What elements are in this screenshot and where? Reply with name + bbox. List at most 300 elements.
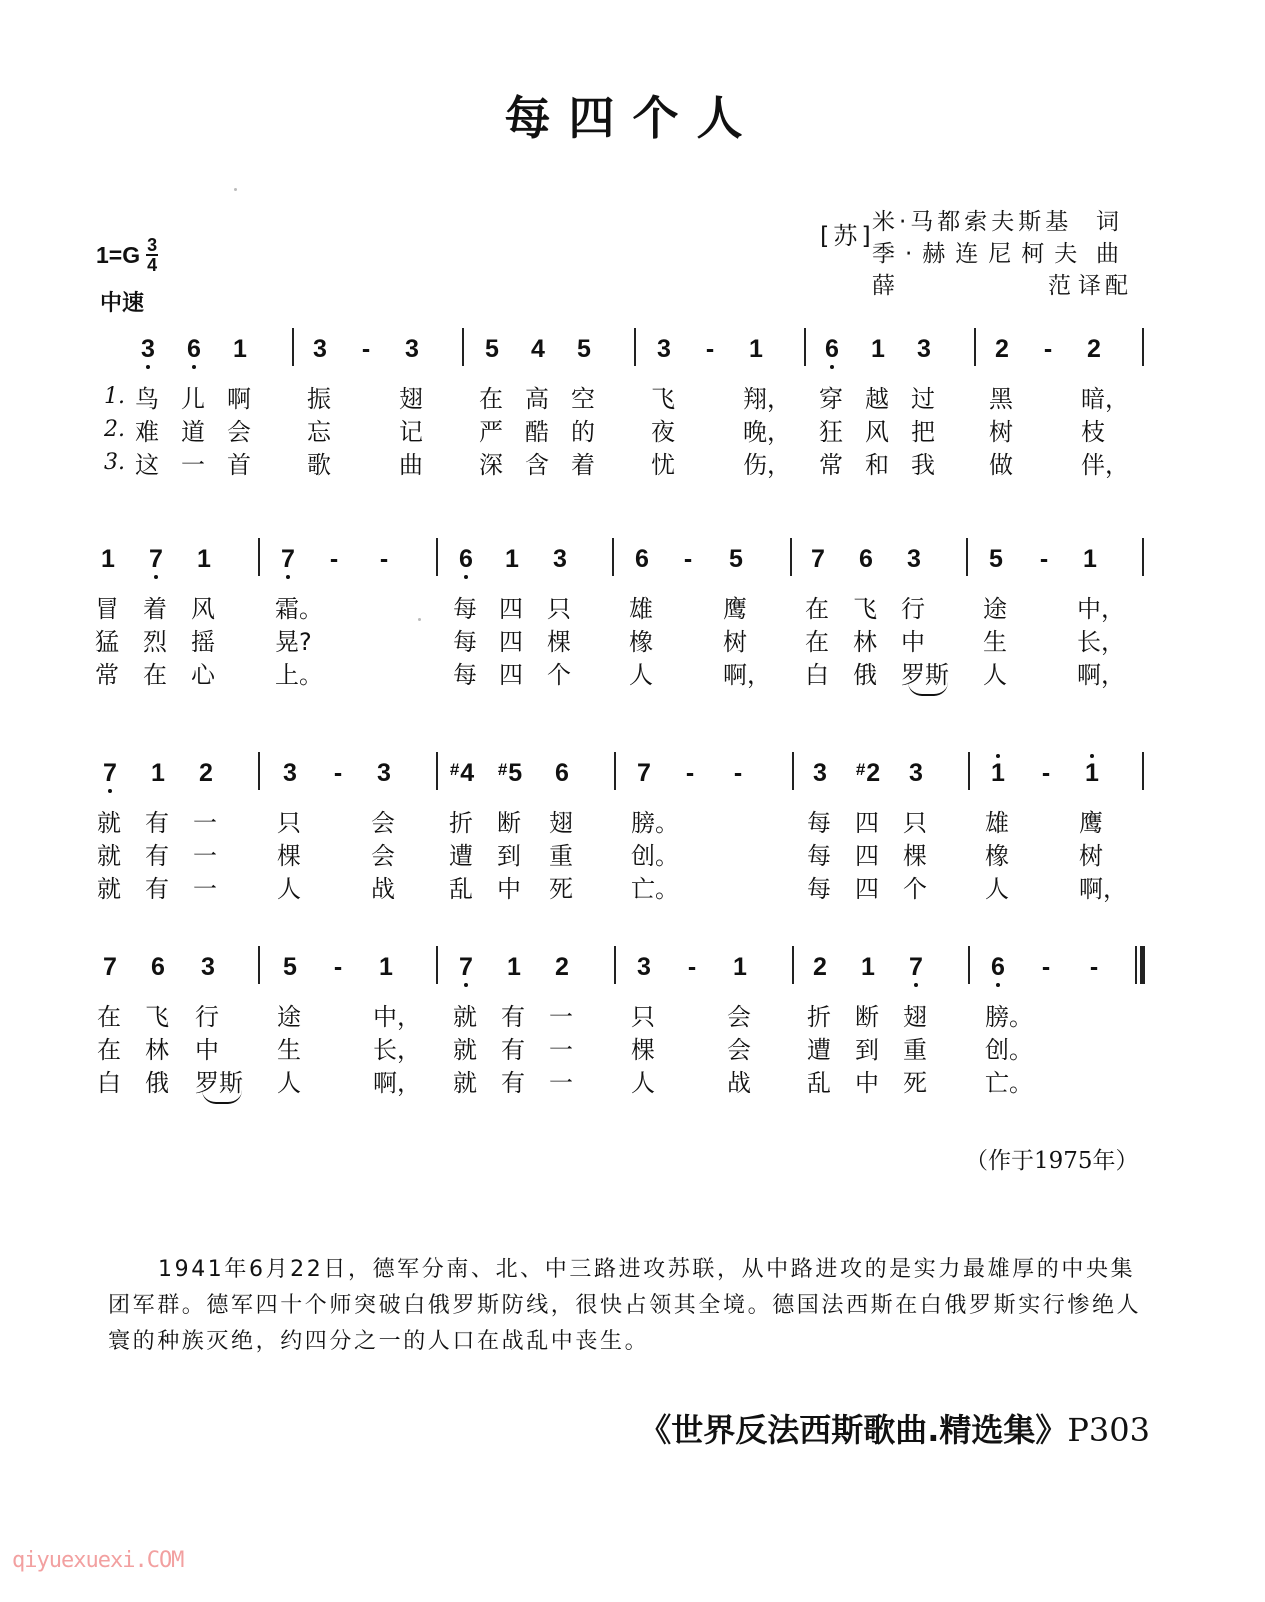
lyric-syllable: 有 bbox=[501, 1036, 525, 1064]
lyric-syllable: 一 bbox=[193, 842, 217, 870]
lyric-syllable: 折 bbox=[449, 809, 473, 837]
lyric-syllable: 翔， bbox=[743, 385, 791, 413]
lyric-syllable: 就 bbox=[453, 1036, 477, 1064]
lyric-syllable: 每 bbox=[807, 842, 831, 870]
barline bbox=[792, 752, 794, 790]
lyric-syllable: 冒 bbox=[95, 595, 119, 623]
lyric-syllable: 会 bbox=[371, 842, 395, 870]
lyric-syllable: 烈 bbox=[143, 628, 167, 656]
lyric-syllable: 中 bbox=[901, 628, 925, 656]
octave-dot-below bbox=[286, 575, 290, 579]
lyric-syllable: 有 bbox=[501, 1003, 525, 1031]
lyric-syllable: 到 bbox=[497, 842, 521, 870]
lyric-syllable: 和 bbox=[865, 451, 889, 479]
note bbox=[547, 758, 577, 788]
lyric-syllable: 到 bbox=[855, 1036, 879, 1064]
sustain-dash bbox=[369, 544, 399, 574]
lyric-syllable: 每 bbox=[453, 595, 477, 623]
lyric-syllable: 中 bbox=[497, 875, 521, 903]
note bbox=[721, 544, 751, 574]
notation-row bbox=[0, 544, 1265, 588]
lyric-syllable: 俄 bbox=[145, 1069, 169, 1097]
lyric-syllable: 晚， bbox=[743, 418, 791, 446]
lyric-syllable: 常 bbox=[819, 451, 843, 479]
lyric-syllable: 途 bbox=[277, 1003, 301, 1031]
lyric-syllable: 四 bbox=[855, 875, 879, 903]
note bbox=[805, 758, 835, 788]
octave-dot-above bbox=[1090, 754, 1094, 758]
note-value: 6 bbox=[991, 953, 1005, 981]
note bbox=[851, 544, 881, 574]
slur bbox=[202, 1090, 242, 1104]
lyric-syllable: 晃? bbox=[275, 628, 312, 656]
lyric-syllable: 折 bbox=[807, 1003, 831, 1031]
barline bbox=[614, 946, 616, 984]
sustain-dash bbox=[677, 952, 707, 982]
note-value: 3 bbox=[637, 953, 651, 981]
lyric-syllable: 一 bbox=[193, 809, 217, 837]
note bbox=[803, 544, 833, 574]
note bbox=[275, 952, 305, 982]
note-value: 1 bbox=[505, 545, 519, 573]
lyric-syllable: 黑 bbox=[989, 385, 1013, 413]
note bbox=[275, 758, 305, 788]
lyric-syllable: 长， bbox=[1077, 628, 1125, 656]
note-value: 3 bbox=[813, 759, 827, 787]
note bbox=[901, 952, 931, 982]
note bbox=[451, 952, 481, 982]
lyric-syllable: 飞 bbox=[651, 385, 675, 413]
scan-speck bbox=[418, 618, 421, 621]
note-value: 3 bbox=[909, 759, 923, 787]
lyric-syllable: 中 bbox=[195, 1036, 219, 1064]
lyric-syllable: 忘 bbox=[307, 418, 331, 446]
lyric-syllable: 亡。 bbox=[985, 1069, 1033, 1097]
note bbox=[371, 952, 401, 982]
lyric-syllable: 人 bbox=[277, 1069, 301, 1097]
lyric-syllable: 就 bbox=[97, 809, 121, 837]
lyric-syllable: 我 bbox=[911, 451, 935, 479]
lyric-syllable: 罗斯 bbox=[901, 661, 949, 689]
note-value: 1 bbox=[871, 335, 885, 363]
key-signature bbox=[96, 236, 158, 274]
lyric-syllable: 乱 bbox=[449, 875, 473, 903]
note-value: 7 bbox=[149, 545, 163, 573]
note-value: 7 bbox=[103, 953, 117, 981]
note-value: 5 bbox=[485, 335, 499, 363]
barline bbox=[968, 946, 970, 984]
note bbox=[143, 952, 173, 982]
lyric-syllable: 林 bbox=[853, 628, 877, 656]
lyric-syllable: 道 bbox=[181, 418, 205, 446]
note-value: 1 bbox=[1085, 759, 1099, 787]
barline bbox=[612, 538, 614, 576]
note-value: 3 bbox=[917, 335, 931, 363]
note-value: 6 bbox=[187, 335, 201, 363]
barline bbox=[1142, 328, 1144, 366]
note-value: 2 bbox=[995, 335, 1009, 363]
note-value: - bbox=[379, 545, 389, 573]
time-top: 3 bbox=[147, 235, 158, 255]
lyric-syllable: 遭 bbox=[807, 1036, 831, 1064]
lyric-syllable: 重 bbox=[549, 842, 573, 870]
note-value: 2 bbox=[1087, 335, 1101, 363]
lyric-syllable: 创。 bbox=[631, 842, 679, 870]
lyric-syllable: 越 bbox=[865, 385, 889, 413]
lyric-syllable: 只 bbox=[277, 809, 301, 837]
note-value: 4 bbox=[531, 335, 545, 363]
lyric-syllable: 中， bbox=[373, 1003, 421, 1031]
barline bbox=[258, 946, 260, 984]
note-value: 3 bbox=[283, 759, 297, 787]
lyric-syllable: 空 bbox=[571, 385, 595, 413]
note-value: 4 bbox=[460, 759, 475, 787]
lyric-syllable: 膀。 bbox=[985, 1003, 1033, 1031]
lyric-syllable: 人 bbox=[629, 661, 653, 689]
lyric-syllable: 狂 bbox=[819, 418, 843, 446]
octave-dot-below bbox=[146, 365, 150, 369]
lyric-syllable: 树 bbox=[1079, 842, 1103, 870]
lyric-syllable: 风 bbox=[865, 418, 889, 446]
lyric-syllable: 飞 bbox=[145, 1003, 169, 1031]
lyric-syllable: 人 bbox=[983, 661, 1007, 689]
lyric-syllable: 伤， bbox=[743, 451, 791, 479]
note-value: 2 bbox=[199, 759, 213, 787]
notation-row bbox=[0, 758, 1265, 802]
lyric-syllable: 四 bbox=[499, 661, 523, 689]
key-prefix: 1=G bbox=[96, 241, 141, 268]
note bbox=[451, 544, 481, 574]
note-value: 7 bbox=[103, 759, 117, 787]
note bbox=[627, 544, 657, 574]
lyric-syllable: 把 bbox=[911, 418, 935, 446]
note-value: - bbox=[733, 759, 743, 787]
note bbox=[987, 334, 1017, 364]
note-value: 7 bbox=[459, 953, 473, 981]
lyric-syllable: 死 bbox=[549, 875, 573, 903]
note-value: - bbox=[1043, 335, 1053, 363]
note bbox=[447, 758, 477, 791]
note-value: 1 bbox=[1083, 545, 1097, 573]
sustain-dash bbox=[723, 758, 753, 788]
lyric-syllable: 棵 bbox=[903, 842, 927, 870]
note-value: 6 bbox=[859, 545, 873, 573]
note bbox=[863, 334, 893, 364]
sustain-dash bbox=[351, 334, 381, 364]
translator-surname: 薛 bbox=[872, 273, 899, 299]
lyric-syllable: 创。 bbox=[985, 1036, 1033, 1064]
lyric-syllable: 上。 bbox=[275, 661, 323, 689]
sustain-dash bbox=[323, 952, 353, 982]
lyric-syllable: 白 bbox=[805, 661, 829, 689]
note-value: - bbox=[705, 335, 715, 363]
lyric-syllable: 做 bbox=[989, 451, 1013, 479]
note-value: 5 bbox=[989, 545, 1003, 573]
lyric-syllable: 有 bbox=[501, 1069, 525, 1097]
lyric-syllable: 行 bbox=[901, 595, 925, 623]
lyric-syllable: 会 bbox=[727, 1003, 751, 1031]
lyric-syllable: 只 bbox=[903, 809, 927, 837]
note bbox=[133, 334, 163, 364]
note bbox=[983, 758, 1013, 788]
note-value: 1 bbox=[101, 545, 115, 573]
lyric-syllable: 四 bbox=[855, 809, 879, 837]
barline bbox=[1142, 752, 1144, 790]
note bbox=[495, 758, 525, 791]
octave-dot-below bbox=[108, 789, 112, 793]
note-value: 1 bbox=[733, 953, 747, 981]
note bbox=[193, 952, 223, 982]
lyric-syllable: 断 bbox=[497, 809, 521, 837]
note bbox=[629, 758, 659, 788]
lyric-syllable: 飞 bbox=[853, 595, 877, 623]
lyric-syllable: 暗， bbox=[1081, 385, 1129, 413]
note-value: - bbox=[1089, 953, 1099, 981]
lyric-syllable: 只 bbox=[631, 1003, 655, 1031]
note bbox=[179, 334, 209, 364]
note-value: 3 bbox=[907, 545, 921, 573]
lyric-syllable: 啊， bbox=[373, 1069, 421, 1097]
note bbox=[805, 952, 835, 982]
note bbox=[305, 334, 335, 364]
lyric-syllable: 枝 bbox=[1081, 418, 1105, 446]
octave-dot-below bbox=[192, 365, 196, 369]
note-value: 2 bbox=[813, 953, 827, 981]
note bbox=[981, 544, 1011, 574]
lyric-syllable: 翅 bbox=[549, 809, 573, 837]
note bbox=[497, 544, 527, 574]
note bbox=[909, 334, 939, 364]
lyric-syllable: 每 bbox=[807, 875, 831, 903]
lyric-syllable: 的 bbox=[571, 418, 595, 446]
lyric-syllable: 橡 bbox=[629, 628, 653, 656]
sharp-sign: # bbox=[497, 760, 508, 779]
note-value: 7 bbox=[637, 759, 651, 787]
lyric-syllable: 四 bbox=[855, 842, 879, 870]
lyric-syllable: 人 bbox=[631, 1069, 655, 1097]
note-value: 3 bbox=[313, 335, 327, 363]
lyric-syllable: 在 bbox=[805, 595, 829, 623]
note-value: - bbox=[687, 953, 697, 981]
lyric-syllable: 心 bbox=[191, 661, 215, 689]
watermark: qiyuexuexi.COM bbox=[12, 1548, 184, 1573]
barline bbox=[790, 538, 792, 576]
composer-role: 曲 bbox=[1096, 241, 1123, 267]
note bbox=[191, 758, 221, 788]
note-value: 7 bbox=[281, 545, 295, 573]
lyric-syllable: 着 bbox=[571, 451, 595, 479]
note-value: - bbox=[329, 545, 339, 573]
lyric-syllable: 会 bbox=[727, 1036, 751, 1064]
note-value: 1 bbox=[233, 335, 247, 363]
octave-dot-below bbox=[154, 575, 158, 579]
lyric-syllable: 就 bbox=[97, 842, 121, 870]
verse-number: 3. bbox=[104, 450, 125, 475]
lyric-syllable: 高 bbox=[525, 385, 549, 413]
note-value: 6 bbox=[825, 335, 839, 363]
lyric-syllable: 遭 bbox=[449, 842, 473, 870]
note bbox=[853, 952, 883, 982]
note bbox=[983, 952, 1013, 982]
barline bbox=[968, 752, 970, 790]
note-value: 1 bbox=[861, 953, 875, 981]
note-value: - bbox=[1039, 545, 1049, 573]
lyric-syllable: 人 bbox=[277, 875, 301, 903]
lyric-syllable: 棵 bbox=[547, 628, 571, 656]
barline bbox=[258, 752, 260, 790]
lyric-syllable: 过 bbox=[911, 385, 935, 413]
lyric-syllable: 只 bbox=[547, 595, 571, 623]
barline bbox=[804, 328, 806, 366]
note-value: 5 bbox=[508, 759, 523, 787]
lyric-syllable: 就 bbox=[453, 1003, 477, 1031]
lyric-syllable: 首 bbox=[227, 451, 251, 479]
note-value: 3 bbox=[201, 953, 215, 981]
lyric-syllable: 每 bbox=[807, 809, 831, 837]
lyric-syllable: 常 bbox=[95, 661, 119, 689]
lyric-syllable: 含 bbox=[525, 451, 549, 479]
sharp-sign: # bbox=[449, 760, 460, 779]
slur bbox=[908, 682, 948, 696]
lyric-syllable: 鸟 bbox=[135, 385, 159, 413]
lyricist-role: 词 bbox=[1096, 209, 1123, 235]
note bbox=[899, 544, 929, 574]
barline bbox=[974, 328, 976, 366]
verse-number: 2. bbox=[104, 417, 125, 442]
lyric-syllable: 中 bbox=[855, 1069, 879, 1097]
note-value: - bbox=[683, 545, 693, 573]
barline bbox=[792, 946, 794, 984]
lyric-syllable: 生 bbox=[983, 628, 1007, 656]
note-value: 1 bbox=[379, 953, 393, 981]
note bbox=[225, 334, 255, 364]
lyric-syllable: 雄 bbox=[629, 595, 653, 623]
lyric-syllable: 啊， bbox=[1077, 661, 1125, 689]
octave-dot-below bbox=[464, 983, 468, 987]
lyric-syllable: 个 bbox=[903, 875, 927, 903]
barline bbox=[966, 538, 968, 576]
note-value: - bbox=[1041, 759, 1051, 787]
note bbox=[95, 758, 125, 788]
lyric-syllable: 严 bbox=[479, 418, 503, 446]
octave-dot-below bbox=[830, 365, 834, 369]
lyric-syllable: 乱 bbox=[807, 1069, 831, 1097]
note bbox=[143, 758, 173, 788]
translator-given: 范 bbox=[1048, 273, 1075, 299]
sustain-dash bbox=[1033, 334, 1063, 364]
note-value: 3 bbox=[553, 545, 567, 573]
note-value: - bbox=[333, 953, 343, 981]
lyric-syllable: 酷 bbox=[525, 418, 549, 446]
note-value: 2 bbox=[555, 953, 569, 981]
octave-dot-below bbox=[464, 575, 468, 579]
lyric-syllable: 歌 bbox=[307, 451, 331, 479]
note-value: 6 bbox=[151, 953, 165, 981]
note bbox=[477, 334, 507, 364]
lyric-syllable: 林 bbox=[145, 1036, 169, 1064]
sustain-dash bbox=[319, 544, 349, 574]
note bbox=[93, 544, 123, 574]
credits-origin: [苏] bbox=[820, 222, 875, 250]
note-value: 3 bbox=[377, 759, 391, 787]
lyric-syllable: 橡 bbox=[985, 842, 1009, 870]
lyricist-line bbox=[872, 206, 1123, 238]
lyric-syllable: 曲 bbox=[399, 451, 423, 479]
note-value: 6 bbox=[459, 545, 473, 573]
note bbox=[141, 544, 171, 574]
sustain-dash bbox=[695, 334, 725, 364]
lyric-syllable: 啊， bbox=[723, 661, 771, 689]
note-value: 6 bbox=[555, 759, 569, 787]
translator-line bbox=[872, 270, 1132, 302]
lyric-syllable: 夜 bbox=[651, 418, 675, 446]
lyric-syllable: 白 bbox=[97, 1069, 121, 1097]
lyric-syllable: 一 bbox=[549, 1036, 573, 1064]
lyric-syllable: 在 bbox=[97, 1036, 121, 1064]
sustain-dash bbox=[1031, 758, 1061, 788]
lyric-syllable: 一 bbox=[193, 875, 217, 903]
barline bbox=[436, 946, 438, 984]
lyric-syllable: 雄 bbox=[985, 809, 1009, 837]
note bbox=[901, 758, 931, 788]
note bbox=[649, 334, 679, 364]
composer-name: 季·赫连尼柯夫 bbox=[872, 241, 1088, 267]
barline bbox=[258, 538, 260, 576]
lyric-syllable: 儿 bbox=[181, 385, 205, 413]
lyric-syllable: 重 bbox=[903, 1036, 927, 1064]
note bbox=[369, 758, 399, 788]
note bbox=[189, 544, 219, 574]
note bbox=[1079, 334, 1109, 364]
time-signature bbox=[146, 236, 158, 274]
note bbox=[95, 952, 125, 982]
note bbox=[853, 758, 883, 791]
notation-row bbox=[0, 952, 1265, 996]
lyric-syllable: 就 bbox=[97, 875, 121, 903]
lyric-syllable: 死 bbox=[903, 1069, 927, 1097]
note-value: 5 bbox=[283, 953, 297, 981]
sustain-dash bbox=[1031, 952, 1061, 982]
note-value: 7 bbox=[811, 545, 825, 573]
lyric-syllable: 每 bbox=[453, 661, 477, 689]
lyric-syllable: 摇 bbox=[191, 628, 215, 656]
note bbox=[629, 952, 659, 982]
composer-line bbox=[872, 238, 1123, 270]
lyric-syllable: 罗斯 bbox=[195, 1069, 243, 1097]
note bbox=[547, 952, 577, 982]
note-value: 1 bbox=[151, 759, 165, 787]
lyric-syllable: 行 bbox=[195, 1003, 219, 1031]
note-value: 5 bbox=[577, 335, 591, 363]
sustain-dash bbox=[1029, 544, 1059, 574]
lyric-syllable: 风 bbox=[191, 595, 215, 623]
lyric-syllable: 穿 bbox=[819, 385, 843, 413]
lyric-syllable: 鹰 bbox=[1079, 809, 1103, 837]
note-value: 1 bbox=[507, 953, 521, 981]
barline bbox=[436, 538, 438, 576]
source-page: P303 bbox=[1067, 1411, 1150, 1449]
note-value: 1 bbox=[197, 545, 211, 573]
note-value: 5 bbox=[729, 545, 743, 573]
sustain-dash bbox=[673, 544, 703, 574]
lyric-syllable: 断 bbox=[855, 1003, 879, 1031]
source-citation bbox=[639, 1405, 1150, 1451]
note-value: - bbox=[333, 759, 343, 787]
note bbox=[741, 334, 771, 364]
lyric-syllable: 振 bbox=[307, 385, 331, 413]
barline bbox=[614, 752, 616, 790]
barline bbox=[436, 752, 438, 790]
